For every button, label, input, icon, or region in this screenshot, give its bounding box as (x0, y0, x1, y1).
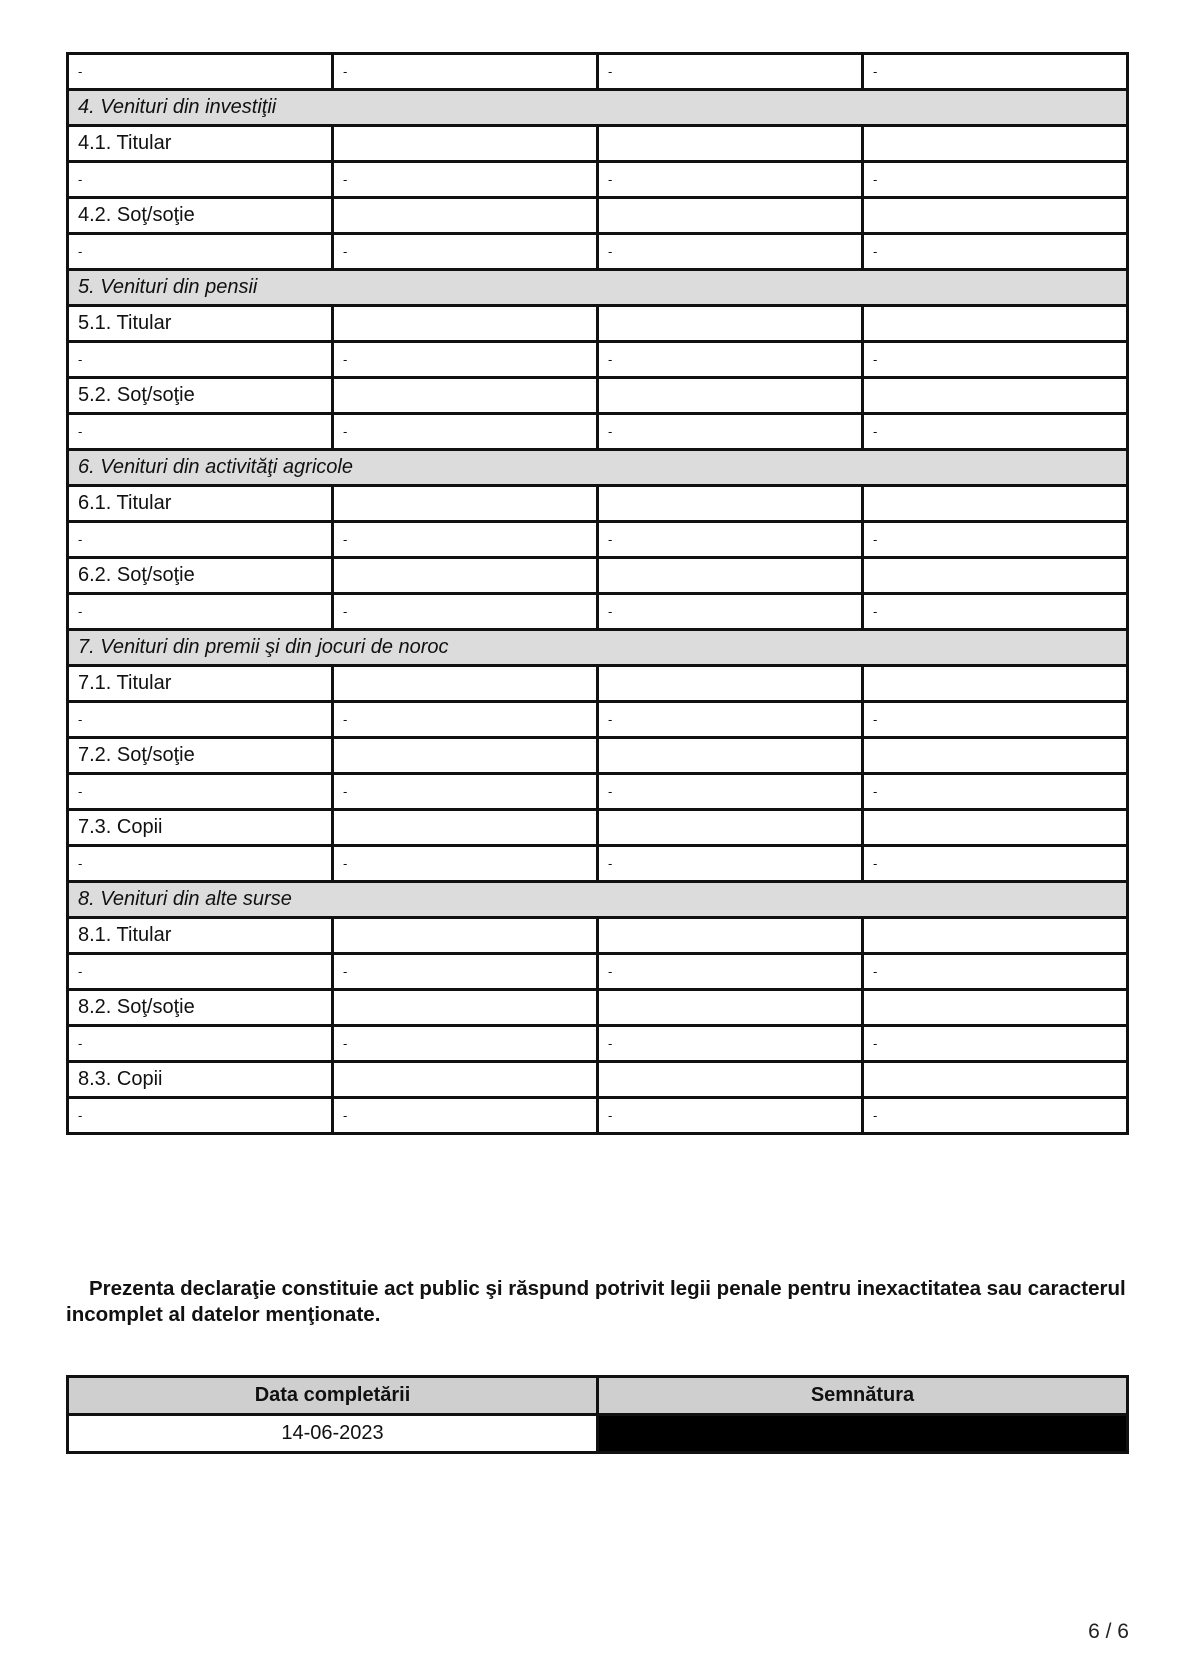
table-cell: - (68, 1098, 333, 1134)
table-row (68, 306, 1128, 342)
table-row (68, 162, 1128, 198)
table-cell: - (598, 846, 863, 882)
table-cell: - (68, 522, 333, 558)
table-cell (863, 666, 1128, 702)
table-cell: - (333, 1026, 598, 1062)
table-cell (598, 378, 863, 414)
table-cell (863, 126, 1128, 162)
table-cell (863, 990, 1128, 1026)
table-row (68, 918, 1128, 954)
table-cell: - (68, 414, 333, 450)
table-row (68, 1098, 1128, 1134)
table-cell (333, 666, 598, 702)
table-cell (863, 558, 1128, 594)
table-cell: - (333, 342, 598, 378)
table-cell: - (333, 234, 598, 270)
table-cell: - (598, 774, 863, 810)
table-cell (333, 486, 598, 522)
table-cell: - (863, 846, 1128, 882)
table-cell (863, 306, 1128, 342)
row-label: 7.3. Copii (68, 810, 333, 846)
table-cell (333, 738, 598, 774)
table-row (68, 810, 1128, 846)
redacted-signature (598, 1415, 1128, 1453)
table-row (68, 1062, 1128, 1098)
table-row (68, 234, 1128, 270)
table-cell: - (68, 702, 333, 738)
table-cell: - (68, 954, 333, 990)
row-label: 5.1. Titular (68, 306, 333, 342)
table-cell (863, 918, 1128, 954)
table-row (68, 126, 1128, 162)
row-label: 8.3. Copii (68, 1062, 333, 1098)
income-table-body (68, 54, 1128, 1134)
table-cell (598, 306, 863, 342)
table-cell: - (68, 594, 333, 630)
row-label: 4.2. Soţ/soţie (68, 198, 333, 234)
table-cell (333, 378, 598, 414)
table-cell: - (68, 1026, 333, 1062)
table-row (68, 774, 1128, 810)
table-cell: - (598, 342, 863, 378)
row-label: 4.1. Titular (68, 126, 333, 162)
table-cell: - (598, 162, 863, 198)
table-cell: - (68, 234, 333, 270)
table-cell: - (863, 1098, 1128, 1134)
table-cell (598, 486, 863, 522)
signature-table (66, 1375, 1129, 1454)
date-header: Data completării (68, 1377, 598, 1415)
table-row (68, 54, 1128, 90)
table-cell (598, 738, 863, 774)
table-row (68, 738, 1128, 774)
table-cell: - (863, 702, 1128, 738)
table-cell: - (863, 414, 1128, 450)
table-cell (333, 918, 598, 954)
table-cell (598, 558, 863, 594)
signature-header: Semnătura (598, 1377, 1128, 1415)
table-cell (863, 198, 1128, 234)
table-row (68, 342, 1128, 378)
table-cell: - (333, 54, 598, 90)
table-cell (863, 1062, 1128, 1098)
table-cell (598, 198, 863, 234)
table-row (68, 414, 1128, 450)
table-cell: - (333, 594, 598, 630)
row-label: 6.2. Soţ/soţie (68, 558, 333, 594)
table-cell (333, 306, 598, 342)
table-cell: - (598, 234, 863, 270)
table-cell: - (598, 54, 863, 90)
table-cell (333, 810, 598, 846)
income-table (66, 52, 1129, 1135)
table-cell: - (598, 1098, 863, 1134)
table-cell (598, 1062, 863, 1098)
table-cell: - (863, 54, 1128, 90)
table-cell (598, 918, 863, 954)
table-cell (863, 810, 1128, 846)
table-cell (598, 990, 863, 1026)
table-row (68, 990, 1128, 1026)
section-header: 7. Venituri din premii şi din jocuri de noroc (68, 630, 1128, 666)
row-label: 5.2. Soţ/soţie (68, 378, 333, 414)
table-cell: - (863, 594, 1128, 630)
table-cell (333, 126, 598, 162)
table-cell (333, 198, 598, 234)
declaration-text: Prezenta declaraţie constituie act public şi răspund potrivit legii penale pentru inexactitatea sau caracterul incomplet al datelor menţionate. (66, 1277, 1126, 1326)
table-row (68, 630, 1128, 666)
table-cell: - (598, 954, 863, 990)
table-row (68, 270, 1128, 306)
table-row (68, 666, 1128, 702)
table-cell (863, 738, 1128, 774)
table-cell: - (68, 342, 333, 378)
row-label: 8.1. Titular (68, 918, 333, 954)
table-cell (863, 378, 1128, 414)
signature-value-row (68, 1415, 1128, 1453)
table-cell: - (333, 162, 598, 198)
table-cell: - (863, 774, 1128, 810)
table-cell: - (863, 234, 1128, 270)
date-value: 14-06-2023 (68, 1415, 598, 1453)
table-cell (333, 990, 598, 1026)
table-row (68, 846, 1128, 882)
table-cell: - (598, 1026, 863, 1062)
table-row (68, 1026, 1128, 1062)
table-row (68, 198, 1128, 234)
table-cell (863, 486, 1128, 522)
table-cell: - (333, 414, 598, 450)
table-cell: - (863, 522, 1128, 558)
section-header: 4. Venituri din investiţii (68, 90, 1128, 126)
table-cell: - (863, 162, 1128, 198)
table-cell: - (68, 774, 333, 810)
table-cell: - (863, 1026, 1128, 1062)
table-cell: - (598, 522, 863, 558)
table-cell (598, 810, 863, 846)
page-number: 6 / 6 (1088, 1620, 1129, 1643)
table-cell: - (333, 846, 598, 882)
table-cell: - (333, 702, 598, 738)
table-cell: - (863, 342, 1128, 378)
table-cell (333, 1062, 598, 1098)
section-header: 8. Venituri din alte surse (68, 882, 1128, 918)
table-cell: - (863, 954, 1128, 990)
table-cell: - (68, 54, 333, 90)
table-cell: - (333, 774, 598, 810)
table-cell: - (333, 522, 598, 558)
table-row (68, 486, 1128, 522)
section-header: 5. Venituri din pensii (68, 270, 1128, 306)
table-cell: - (68, 846, 333, 882)
table-cell: - (68, 162, 333, 198)
row-label: 7.2. Soţ/soţie (68, 738, 333, 774)
table-cell: - (333, 1098, 598, 1134)
table-cell: - (333, 954, 598, 990)
table-row (68, 558, 1128, 594)
table-row (68, 450, 1128, 486)
table-row (68, 90, 1128, 126)
table-cell: - (598, 702, 863, 738)
table-row (68, 954, 1128, 990)
section-header: 6. Venituri din activităţi agricole (68, 450, 1128, 486)
table-row (68, 702, 1128, 738)
table-cell: - (598, 594, 863, 630)
table-cell (598, 126, 863, 162)
row-label: 8.2. Soţ/soţie (68, 990, 333, 1026)
row-label: 6.1. Titular (68, 486, 333, 522)
table-row (68, 594, 1128, 630)
table-cell (333, 558, 598, 594)
table-row (68, 882, 1128, 918)
table-cell: - (598, 414, 863, 450)
table-row (68, 522, 1128, 558)
table-cell (598, 666, 863, 702)
signature-header-row (68, 1377, 1128, 1415)
table-row (68, 378, 1128, 414)
row-label: 7.1. Titular (68, 666, 333, 702)
